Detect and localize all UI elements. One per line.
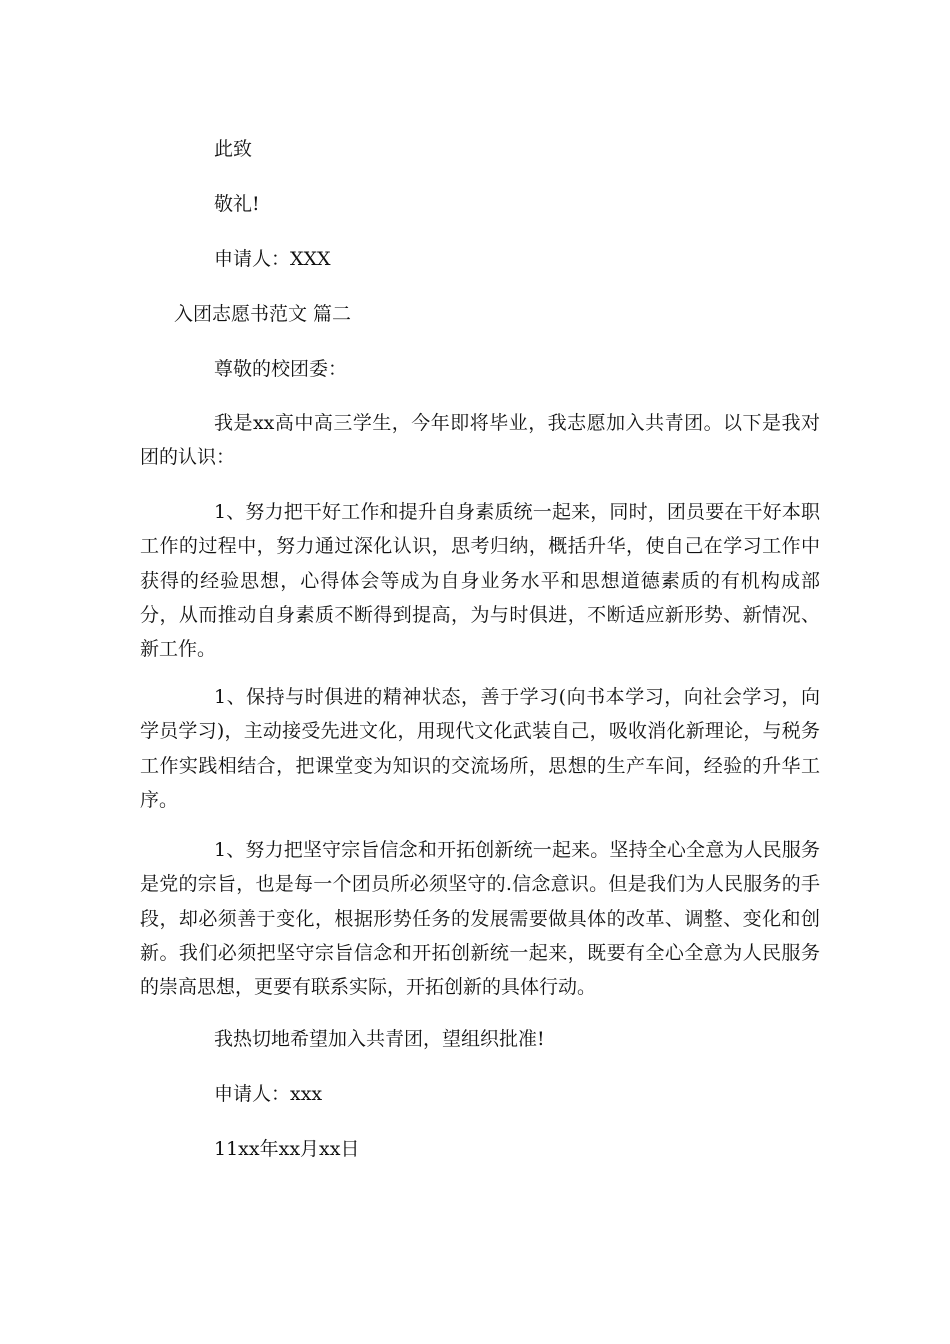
- body-paragraph-3: 1、努力把坚守宗旨信念和开拓创新统一起来。坚持全心全意为人民服务是党的宗旨，也是每一个团员所必须坚守的.信念意识。但是我们为人民服务的手段，却必须善于变化，根据形势任务的发展需要做具体的改革、调整、变化和创新。我们必须把坚守宗旨信念和开拓创新统一起来，既要有全心全意为人民服务的崇高思想，更要有联系实际，开拓创新的具体行动。: [140, 839, 820, 999]
- intro-paragraph: 我是xx高中高三学生，今年即将毕业，我志愿加入共青团。以下是我对团的认识：: [140, 412, 820, 469]
- closing-request: 我热切地希望加入共青团，望组织批准!: [214, 1028, 545, 1050]
- applicant-signature-1: 申请人：XXX: [214, 248, 331, 270]
- letter-date: 11xx年xx月xx日: [214, 1138, 360, 1160]
- closing-salutation: 此致: [214, 138, 253, 160]
- closing-regards: 敬礼!: [214, 193, 260, 215]
- body-paragraph-2: 1、保持与时俱进的精神状态，善于学习(向书本学习，向社会学习，向学员学习)，主动接受先进文化，用现代文化武装自己，吸收消化新理论，与税务工作实践相结合，把课堂变为知识的交流场所，思想的生产车间，经验的升华工序。: [140, 686, 820, 811]
- applicant-signature-2: 申请人：xxx: [214, 1083, 323, 1105]
- section-heading: 入团志愿书范文 篇二: [174, 303, 352, 325]
- letter-greeting: 尊敬的校团委：: [214, 358, 348, 380]
- body-paragraph-1: 1、努力把干好工作和提升自身素质统一起来，同时，团员要在干好本职工作的过程中，努力通过深化认识，思考归纳，概括升华，使自己在学习工作中获得的经验思想，心得体会等成为自身业务水平和思想道德素质的有机构成部分，从而推动自身素质不断得到提高，为与时俱进，不断适应新形势、新情况、新工作。: [140, 501, 820, 661]
